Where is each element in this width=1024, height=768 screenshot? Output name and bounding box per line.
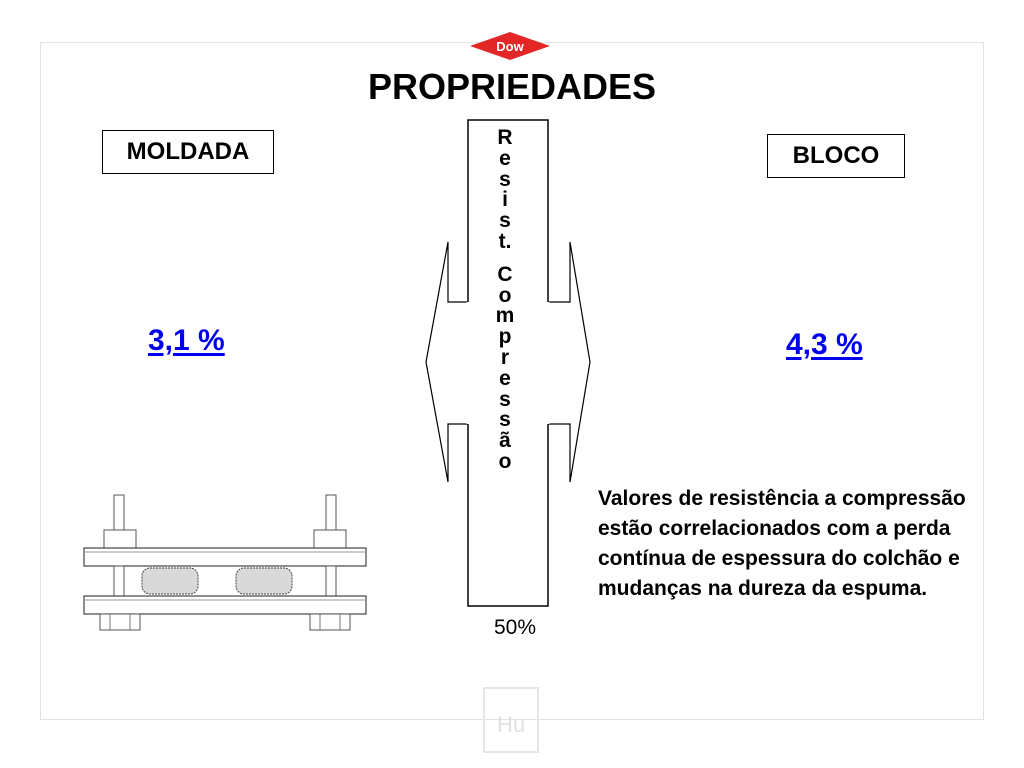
moldada-label-text: MOLDADA — [126, 138, 250, 165]
letter: C — [497, 262, 513, 286]
letter: s — [499, 167, 511, 191]
letter: r — [500, 345, 510, 369]
logo-text: Dow — [496, 39, 524, 54]
letter: m — [495, 304, 515, 328]
letter: o — [498, 449, 512, 473]
letter: t. — [498, 229, 512, 253]
vertical-text — [470, 128, 540, 473]
svg-text:Hu: Hu — [496, 712, 526, 737]
letter: ã — [499, 429, 511, 453]
dow-logo-icon — [469, 31, 551, 61]
letter: p — [498, 325, 512, 349]
page-title: PROPRIEDADES — [367, 66, 657, 107]
moldada-label — [102, 130, 274, 174]
letter: s — [499, 387, 511, 411]
bloco-label — [767, 134, 905, 178]
bloco-value-link[interactable]: 4,3 % — [786, 328, 863, 361]
letter: s — [499, 408, 511, 432]
bloco-label-text: BLOCO — [792, 142, 880, 169]
letter: e — [499, 366, 511, 390]
letter: e — [499, 146, 511, 170]
letter: i — [502, 188, 508, 212]
letter: R — [497, 126, 513, 149]
hu-watermark-icon — [480, 684, 542, 756]
percent-footer: 50% — [493, 616, 537, 639]
letter: s — [499, 209, 511, 233]
compression-test-device-illustration — [78, 490, 378, 640]
moldada-value-link[interactable]: 3,1 % — [148, 324, 225, 357]
description-text: Valores de resistência a compressão estão correlacionados com a perda contínua de espessura do colchão e mudanças na dureza da espuma. — [598, 487, 966, 600]
letter: o — [498, 283, 512, 307]
